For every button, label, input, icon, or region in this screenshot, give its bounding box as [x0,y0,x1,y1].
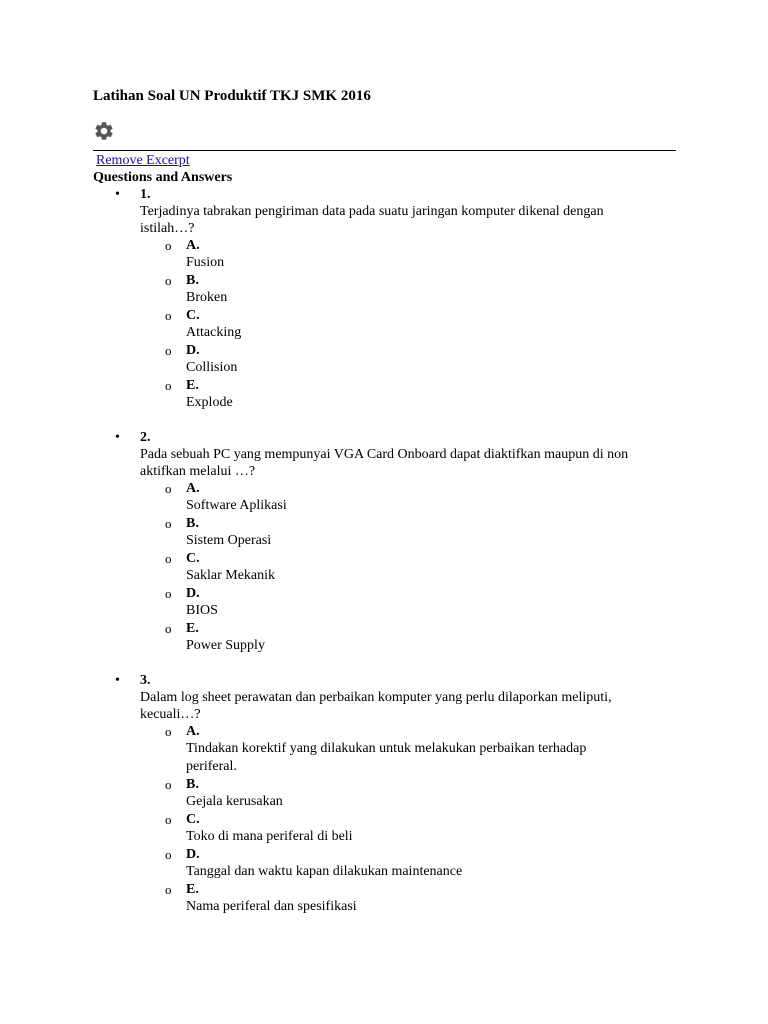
remove-excerpt-link[interactable]: Remove Excerpt [96,153,190,168]
option-item [140,237,676,272]
option-letter: o D. [186,847,200,862]
option-text: Attacking [186,325,242,340]
question-text: Pada sebuah PC yang mempunyai VGA Card Onboard dapat diaktifkan maupun di non aktifkan melalui …? [140,447,629,479]
option-item [140,515,676,550]
option-item [140,881,676,916]
option-item [140,550,676,585]
question-number: • 2. [140,430,151,445]
section-heading: Questions and Answers [93,170,233,185]
question-list [93,186,676,916]
option-item [140,846,676,881]
option-text: Tindakan korektif yang dilakukan untuk melakukan perbaikan terhadap periferal. [186,741,587,774]
option-text: Collision [186,360,238,375]
option-text: Tanggal dan waktu kapan dilakukan maintenance [186,864,463,879]
gear-icon[interactable] [93,120,115,142]
option-letter: o E. [186,621,199,636]
option-text: Saklar Mekanik [186,568,276,583]
option-text: Sistem Operasi [186,533,272,548]
option-text: BIOS [186,603,218,618]
option-letter: o D. [186,586,200,601]
question-number: • 1. [140,187,151,202]
option-item [140,811,676,846]
option-letter: o C. [186,812,200,827]
option-letter: o A. [186,481,200,496]
option-letter: o C. [186,551,200,566]
document-title: Latihan Soal UN Produktif TKJ SMK 2016 [93,88,371,104]
question-item [93,429,676,655]
question-item [93,672,676,916]
option-item [140,307,676,342]
option-item [140,585,676,620]
option-text: Explode [186,395,233,410]
option-item [140,480,676,515]
option-text: Gejala kerusakan [186,794,283,809]
option-letter: o B. [186,777,199,792]
document-page [93,86,676,933]
option-letter: o B. [186,516,199,531]
option-text: Fusion [186,255,225,270]
option-list [140,723,676,916]
option-letter: o E. [186,378,199,393]
option-item [140,377,676,412]
option-item [140,723,676,776]
option-letter: o B. [186,273,199,288]
question-text: Dalam log sheet perawatan dan perbaikan komputer yang perlu dilaporkan meliputi, kecuali…? [140,690,612,722]
question-number: • 3. [140,673,151,688]
option-text: Nama periferal dan spesifikasi [186,899,357,914]
question-item [93,186,676,412]
option-list [140,480,676,655]
option-text: Toko di mana periferal di beli [186,829,353,844]
option-letter: o A. [186,724,200,739]
option-item [140,620,676,655]
divider [93,150,676,151]
option-item [140,272,676,307]
question-text: Terjadinya tabrakan pengiriman data pada suatu jaringan komputer dikenal dengan istilah…? [140,204,604,236]
option-item [140,776,676,811]
option-letter: o D. [186,343,200,358]
option-letter: o A. [186,238,200,253]
option-letter: o E. [186,882,199,897]
option-list [140,237,676,412]
option-text: Software Aplikasi [186,498,287,513]
option-text: Power Supply [186,638,265,653]
option-letter: o C. [186,308,200,323]
option-item [140,342,676,377]
option-text: Broken [186,290,228,305]
